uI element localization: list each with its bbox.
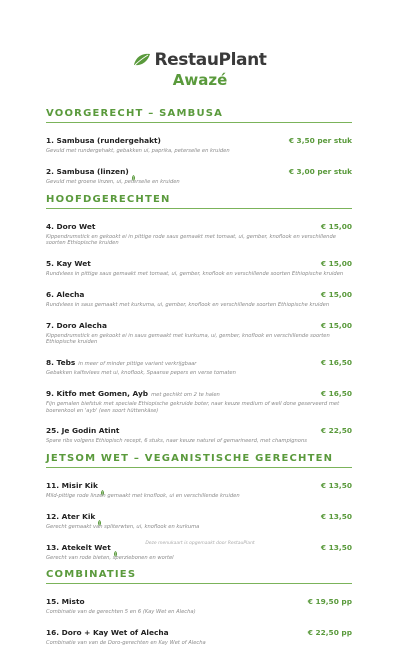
menu-item-note: met gechikt om 2 te halen [151,391,220,398]
section-title: VOORGERECHT – SAMBUSA [46,108,352,123]
menu-item-row [46,159,352,178]
menu-item-description: Gebakken kalfsvlees met ui, knoflook, Spaanse pepers en verse tomaten [46,370,236,376]
menu-item-description: Spare ribs volgens Ethiopisch recept, 6 stuks, naar keuze naturel of gemarineerd, met champignons [46,438,307,445]
menu-item-name: 6. Alecha [46,289,85,299]
menu-item-row [46,473,352,492]
menu-item-name: 2. Sambusa (linzen) [46,166,129,176]
menu-item-row [46,504,352,523]
menu-item [46,282,352,309]
section-title: JETSOM WET – VEGANISTISCHE GERECHTEN [46,453,352,468]
menu-item-description: Rundvlees in pittige saus gemaakt met tomaat, ui, gember, knoflook en verschillende soorten Ethiopische kruiden [46,271,344,277]
menu-item-description: Gevuld met groene linzen, ui, peterselie en kruiden [46,178,180,185]
menu-item-row [46,128,352,147]
menu-item-price: € 13,50 [320,511,352,521]
menu-item-heading [46,473,105,492]
section-title: HOOFDGERECHTEN [46,194,352,209]
menu-item-price: € 16,50 [320,388,352,398]
menu-section [46,108,352,186]
menu-item-description: Kippendrumstick en gekookt ei in saus gemaakt met kurkuma, ui, gember, knoflook en verschillende soorten Ethiopische kruiden [46,332,330,346]
menu-item-heading [46,282,84,301]
menu-item-row [46,313,352,332]
menu-item-heading [46,589,85,608]
menu-item-row [46,381,352,400]
menu-item-row [46,214,352,233]
menu-item [46,620,352,647]
menu-item [46,589,352,616]
menu-item [46,381,352,415]
menu-item-heading [46,128,161,147]
menu-item [46,214,352,248]
restaurant-name: Awazé [172,71,228,89]
menu-item-price: € 13,50 [320,542,352,552]
menu-item-price: € 3,50 per stuk [288,136,352,145]
menu-item-description: Fijn gemalen biefstuk met speciale Ethiopische gekruide boter, naar keuze medium of well done geserveerd met boerenkool en 'ayb' (een soort hüttenkäse) [46,400,340,414]
menu-item [46,313,352,347]
menu-item-row [46,282,352,301]
menu-item-note: in meer of minder pittige variant verkrijgbaar [78,361,197,367]
menu-item-heading [46,418,119,437]
menu-item-description: Combinatie van de gerechten 5 en 6 (Kay Wet en Alecha) [46,609,196,616]
menu-item-row [46,350,352,369]
menu-item-price: € 15,00 [320,289,352,299]
menu-item-heading [46,159,136,178]
menu-item-name: 4. Doro Wet [46,221,96,231]
menu-item [46,418,352,445]
menu-header [0,0,400,89]
menu-item-heading [46,504,102,523]
menu-item-price: € 19,50 pp [307,597,352,607]
menu-item-name: 8. Tebs [46,358,76,367]
menu-item-name: 11. Misir Kik [46,481,98,490]
menu-item-price: € 13,50 [320,481,352,490]
menu-item-row [46,589,352,608]
menu-content [46,100,352,651]
menu-item [46,251,352,278]
menu-item-row [46,620,352,639]
logo-text: RestauPlant [154,50,267,70]
leaf-icon [131,166,136,172]
menu-item-description: Kippendrumstick en gekookt ei in pittige rode saus gemaakt met tomaat, ui, gember, knoflook en verschillende soorten Ethiopische kruiden [46,233,336,247]
menu-item-name: 12. Ater Kik [46,511,96,521]
menu-item [46,128,352,155]
menu-item-name: 7. Doro Alecha [46,320,107,330]
menu-footer: Deze menukaart is opgemaakt door RestauPlant [145,541,255,546]
menu-item-heading [46,381,220,400]
menu-item-description: Combinatie van van de Doro-gerechten en Kay Wet of Alecha [46,640,206,646]
menu-item-name: 15. Misto [46,597,85,607]
menu-item-description: Rundvlees in saus gemaakt met kurkuma, ui, gember, knoflook en verschillende soorten Ethiopische kruiden [46,301,330,308]
menu-item-heading [46,313,107,332]
menu-item-heading [46,214,95,233]
menu-item-description: Gerecht gemaakt van spliterwten, ui, knoflook en kurkuma [46,523,200,530]
menu-item-name: 25. Je Godin Atint [46,426,120,436]
menu-item-description: Mild-pittige rode linzen gemaakt met knoflook, ui en verschillende kruiden [46,493,240,499]
menu-item-heading [46,251,91,270]
menu-item-name: 13. Atekelt Wet [46,542,111,552]
menu-item-price: € 15,00 [320,259,352,268]
menu-item-description: Gerecht van rode bieten, sperziebonen en wortel [46,554,174,561]
menu-item-row [46,418,352,437]
restauplant-logo [133,50,266,70]
menu-item-price: € 22,50 pp [307,628,352,637]
menu-item-description: Gevuld met rundergehakt, gebakken ui, paprika, peterselie en kruiden [46,148,230,154]
menu-item-name: 5. Kay Wet [46,259,91,268]
menu-item-price: € 3,00 per stuk [288,166,352,176]
menu-item-heading [46,350,196,369]
leaf-icon [100,481,105,487]
menu-item-price: € 16,50 [320,358,352,367]
menu-item-row [46,251,352,270]
menu-item [46,504,352,531]
menu-item-price: € 15,00 [320,221,352,231]
menu-item-price: € 15,00 [320,320,352,330]
menu-item [46,159,352,186]
leaf-icon [97,511,102,517]
menu-section [46,194,352,446]
menu-item-price: € 22,50 [320,426,352,436]
menu-item-heading [46,620,169,639]
leaf-logo-icon [133,53,151,67]
section-title: COMBINATIES [46,569,352,584]
menu-section [46,569,352,647]
menu-item-name: 9. Kitfo met Gomen, Ayb [46,388,149,398]
menu-item [46,350,352,377]
menu-item [46,473,352,500]
menu-item-name: 16. Doro + Kay Wet of Alecha [46,628,169,637]
menu-item-name: 1. Sambusa (rundergehakt) [46,136,161,145]
menu-item [46,535,352,562]
